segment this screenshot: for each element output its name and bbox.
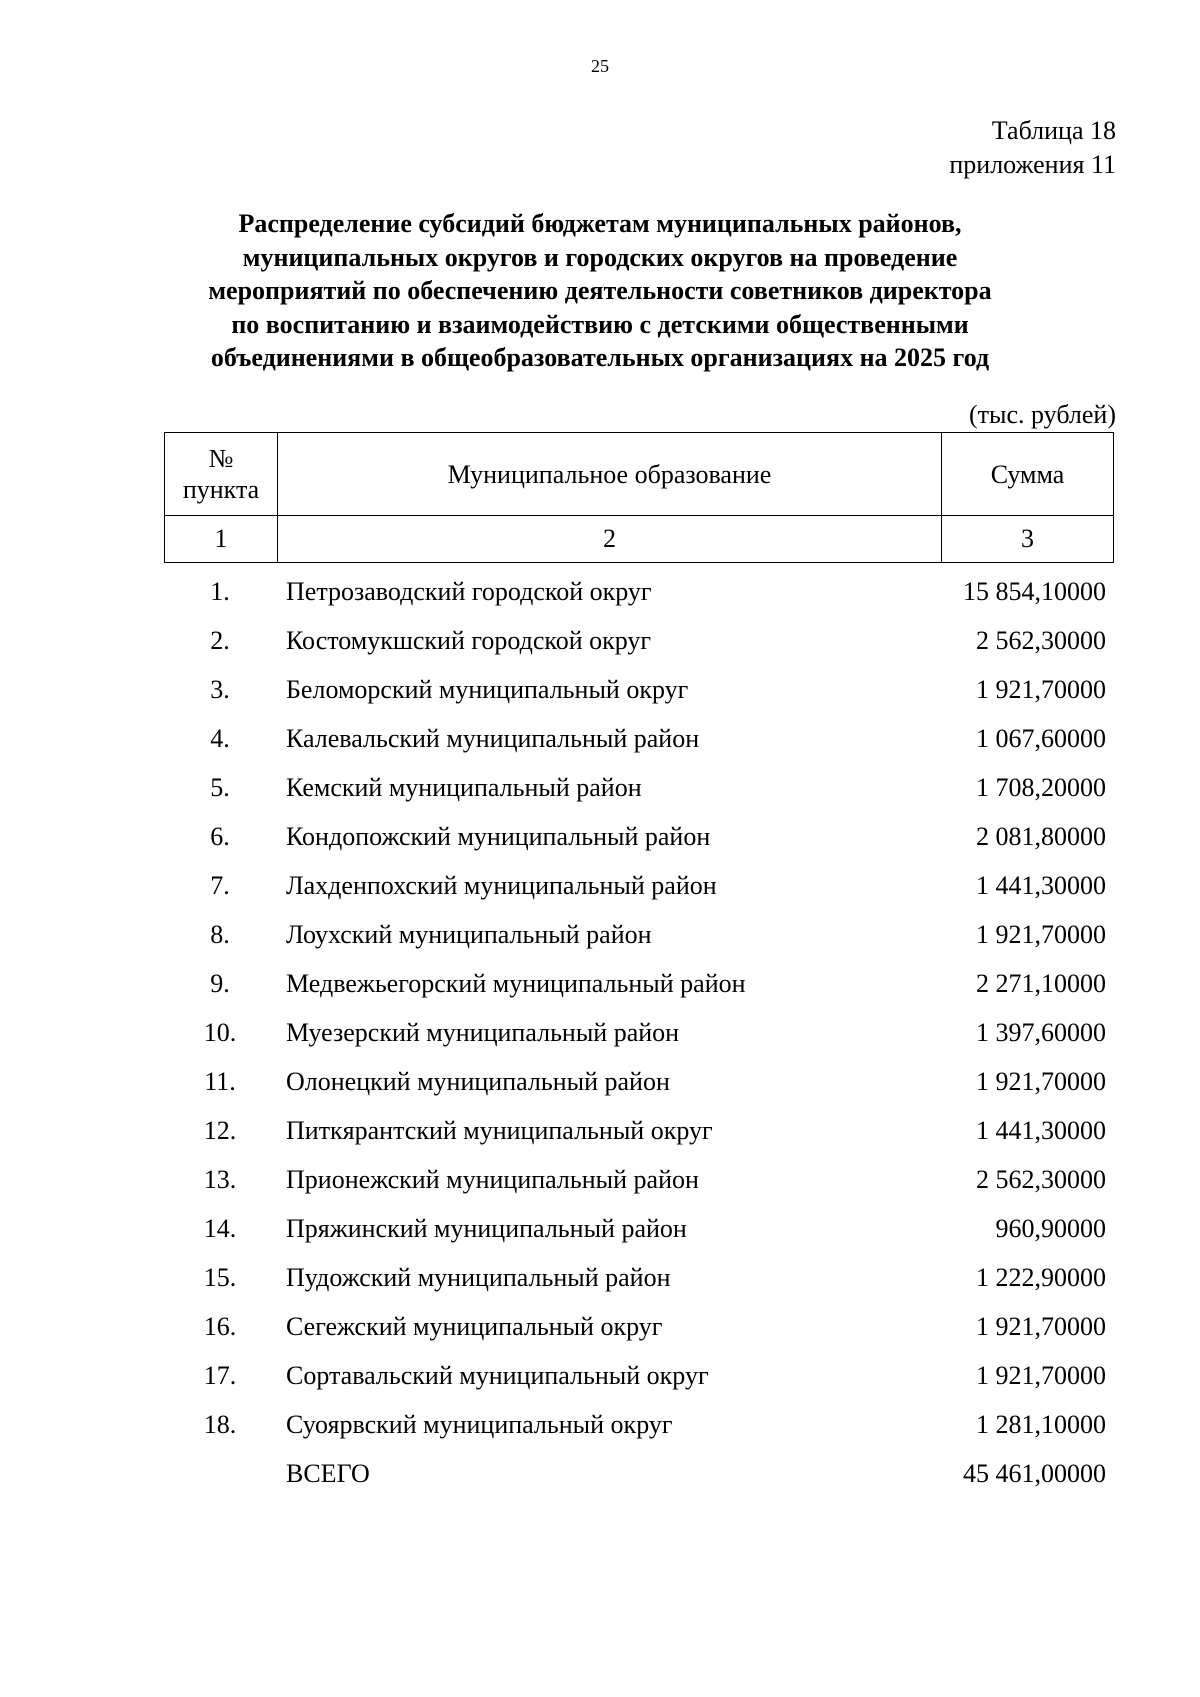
total-row	[164, 1449, 1112, 1498]
row-number: 16.	[203, 1311, 237, 1341]
row-number: 1.	[210, 576, 230, 606]
table-row	[164, 1253, 1112, 1302]
table-row	[164, 1008, 1112, 1057]
table-row	[164, 567, 1112, 616]
table-row	[164, 959, 1112, 1008]
row-sum: 15 854,10000	[963, 576, 1106, 606]
appendix-number: приложения 11	[949, 150, 1116, 179]
row-sum: 1 281,10000	[976, 1409, 1106, 1439]
title-line: муниципальных округов и городских округов на проведение	[242, 242, 958, 272]
header-municipality: Муниципальное образование	[278, 433, 942, 516]
row-number: 11.	[204, 1066, 236, 1096]
row-number: 5.	[210, 772, 230, 802]
title-line: по воспитанию и взаимодействию с детскими общественными	[231, 309, 969, 339]
column-number: 2	[278, 516, 942, 563]
row-sum: 1 921,70000	[976, 1311, 1106, 1341]
total-sum: 45 461,00000	[963, 1458, 1106, 1488]
row-sum: 1 397,60000	[976, 1017, 1106, 1047]
table-row	[164, 763, 1112, 812]
row-sum: 2 562,30000	[976, 1164, 1106, 1194]
row-number: 13.	[203, 1164, 237, 1194]
row-municipality: Калевальский муниципальный район	[286, 723, 700, 753]
row-municipality: Суоярвский муниципальный округ	[286, 1409, 673, 1439]
header-sum: Сумма	[942, 433, 1114, 516]
row-number: 3.	[210, 674, 230, 704]
column-number: 3	[942, 516, 1114, 563]
row-sum: 1 708,20000	[976, 772, 1106, 802]
column-number: 1	[165, 516, 278, 563]
row-sum: 2 562,30000	[976, 625, 1106, 655]
row-number: 12.	[203, 1115, 237, 1145]
header-number-symbol: №	[208, 444, 234, 473]
table-row	[164, 910, 1112, 959]
row-number: 15.	[203, 1262, 237, 1292]
table-row	[164, 1302, 1112, 1351]
row-number: 2.	[210, 625, 230, 655]
row-number: 9.	[210, 968, 230, 998]
table-row	[164, 1106, 1112, 1155]
title-line: Распределение субсидий бюджетам муниципальных районов,	[238, 209, 962, 238]
row-municipality: Сортавальский муниципальный округ	[286, 1360, 709, 1390]
row-number: 4.	[210, 723, 230, 753]
units-label: (тыс. рублей)	[968, 400, 1116, 429]
table-row	[164, 1351, 1112, 1400]
table-row	[164, 714, 1112, 763]
row-sum: 1 441,30000	[976, 1115, 1106, 1145]
row-sum: 1 441,30000	[976, 870, 1106, 900]
table-row	[164, 1400, 1112, 1449]
total-label: ВСЕГО	[286, 1458, 370, 1488]
table-number: Таблица 18	[991, 116, 1116, 145]
table-header	[164, 432, 1114, 563]
header-row	[165, 433, 1114, 516]
table-row	[164, 616, 1112, 665]
row-number: 14.	[203, 1213, 237, 1243]
header-number-label: пункта	[182, 475, 260, 504]
row-sum: 1 067,60000	[976, 723, 1106, 753]
row-sum: 1 921,70000	[976, 1066, 1106, 1096]
row-number: 17.	[203, 1360, 237, 1390]
row-sum: 1 921,70000	[976, 919, 1106, 949]
row-municipality: Питкярантский муниципальный округ	[286, 1115, 713, 1145]
row-sum: 2 271,10000	[976, 968, 1106, 998]
row-municipality: Беломорский муниципальный округ	[286, 674, 689, 704]
row-municipality: Прионежский муниципальный район	[286, 1164, 699, 1194]
document-title	[150, 207, 1050, 375]
row-number: 18.	[203, 1409, 237, 1439]
row-sum: 1 222,90000	[976, 1262, 1106, 1292]
row-municipality: Кемский муниципальный район	[286, 772, 642, 802]
row-municipality: Сегежский муниципальный округ	[286, 1311, 663, 1341]
row-sum: 2 081,80000	[976, 821, 1106, 851]
table-row	[164, 1057, 1112, 1106]
row-municipality: Кондопожский муниципальный район	[286, 821, 711, 851]
table-row	[164, 861, 1112, 910]
table-row	[164, 1155, 1112, 1204]
row-municipality: Лахденпохский муниципальный район	[286, 870, 717, 900]
row-municipality: Костомукшский городской округ	[286, 625, 652, 655]
row-sum: 1 921,70000	[976, 1360, 1106, 1390]
title-line: объединениями в общеобразовательных организациях на 2025 год	[210, 343, 990, 372]
row-municipality: Муезерский муниципальный район	[286, 1017, 680, 1047]
row-sum: 960,90000	[995, 1213, 1106, 1243]
row-number: 10.	[203, 1017, 237, 1047]
table-reference	[949, 114, 1116, 182]
table-row	[164, 665, 1112, 714]
column-numbers-row	[165, 516, 1114, 563]
row-number: 6.	[210, 821, 230, 851]
row-municipality: Петрозаводский городской округ	[286, 576, 652, 606]
row-number: 8.	[210, 919, 230, 949]
table-row	[164, 1204, 1112, 1253]
table-row	[164, 812, 1112, 861]
table-body	[164, 567, 1112, 1498]
header-number-cell	[165, 433, 278, 516]
row-municipality: Лоухский муниципальный район	[286, 919, 652, 949]
title-line: мероприятий по обеспечению деятельности советников директора	[208, 276, 992, 305]
page-number: 25	[591, 56, 609, 76]
row-municipality: Пряжинский муниципальный район	[286, 1213, 687, 1243]
row-municipality: Пудожский муниципальный район	[286, 1262, 671, 1292]
row-municipality: Олонецкий муниципальный район	[286, 1066, 670, 1096]
row-sum: 1 921,70000	[976, 674, 1106, 704]
row-number: 7.	[210, 870, 230, 900]
row-municipality: Медвежьегорский муниципальный район	[286, 968, 746, 998]
